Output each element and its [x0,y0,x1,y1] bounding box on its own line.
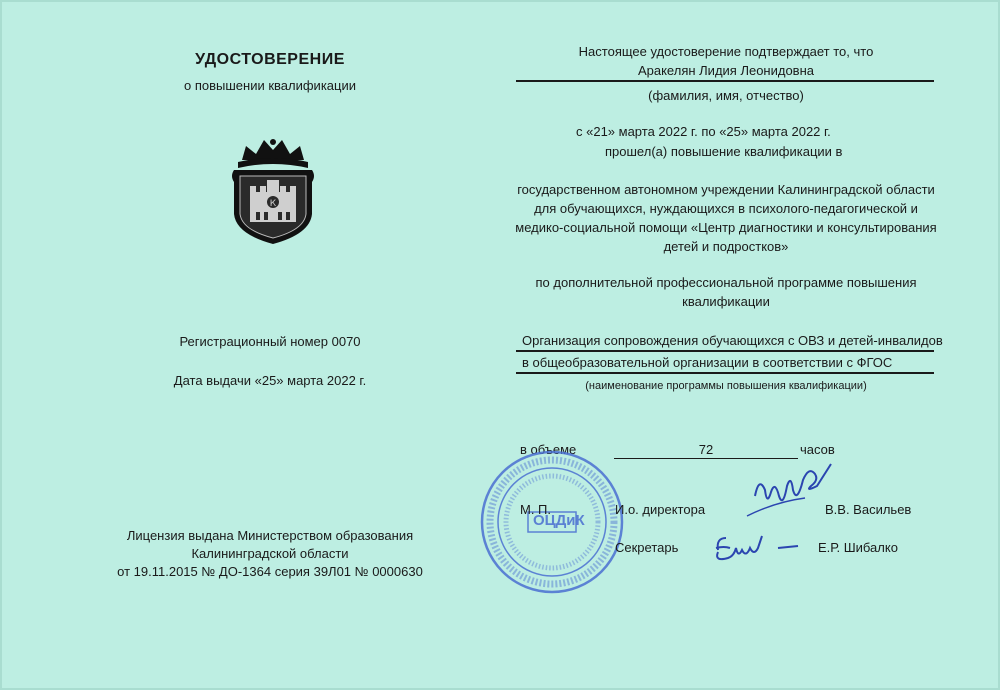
issue-date: Дата выдачи «25» марта 2022 г. [173,373,367,388]
stamp-center-text: ОЦДиК [533,512,585,529]
mp-label: М. П. [520,502,552,517]
volume-unit: часов [800,442,835,457]
program-caption: (наименование программы повышения квалификации) [585,380,867,392]
volume-label: в объеме [520,442,577,457]
program-line-1: Организация сопровождения обучающихся с ОВЗ и детей-инвалидов [522,333,943,348]
license-line-1: Лицензия выдана Министерством образования [126,528,414,543]
coat-of-arms-icon [228,136,318,248]
holder-name: Аракелян Лидия Леонидовна [637,63,815,78]
program-underline-2 [516,372,934,374]
svg-text:К: К [269,199,277,209]
passed-text: прошел(а) повышение квалификации в [605,144,843,159]
director-name: В.В. Васильев [825,502,912,517]
secretary-title: Секретарь [615,540,679,555]
secretary-signature-icon [712,530,802,566]
license-line-2: Калининградской области [191,546,349,561]
program-line-2: в общеобразовательной организации в соответствии с ФГОС [522,355,893,370]
license-line-3: от 19.11.2015 № ДО-1364 серия 39Л01 № 0000630 [117,564,423,579]
institution-line-4: детей и подростков» [663,239,789,254]
certificate-subtitle: о повышении квалификации [184,78,356,93]
program-intro-1: по дополнительной профессиональной программе повышения [535,275,917,290]
program-underline-1 [516,350,934,352]
director-signature-icon [745,456,835,520]
name-underline [516,80,934,82]
program-intro-2: квалификации [682,294,770,309]
secretary-name: Е.Р. Шибалко [818,540,898,555]
institution-line-3: медико-социальной помощи «Центр диагностики и консультирования [515,220,937,235]
director-title: И.о. директора [615,502,706,517]
name-caption: (фамилия, имя, отчество) [648,88,804,103]
institution-line-2: для обучающихся, нуждающихся в психолого-педагогической и [534,201,918,216]
volume-value: 72 [698,442,714,457]
training-period: с «21» марта 2022 г. по «25» марта 2022 г. [576,124,831,139]
certificate-title: УДОСТОВЕРЕНИЕ [195,51,345,68]
institution-line-1: государственном автономном учреждении Калининградской области [517,182,935,197]
registration-number: Регистрационный номер 0070 [179,334,361,349]
confirm-text: Настоящее удостоверение подтверждает то, что [578,44,874,59]
